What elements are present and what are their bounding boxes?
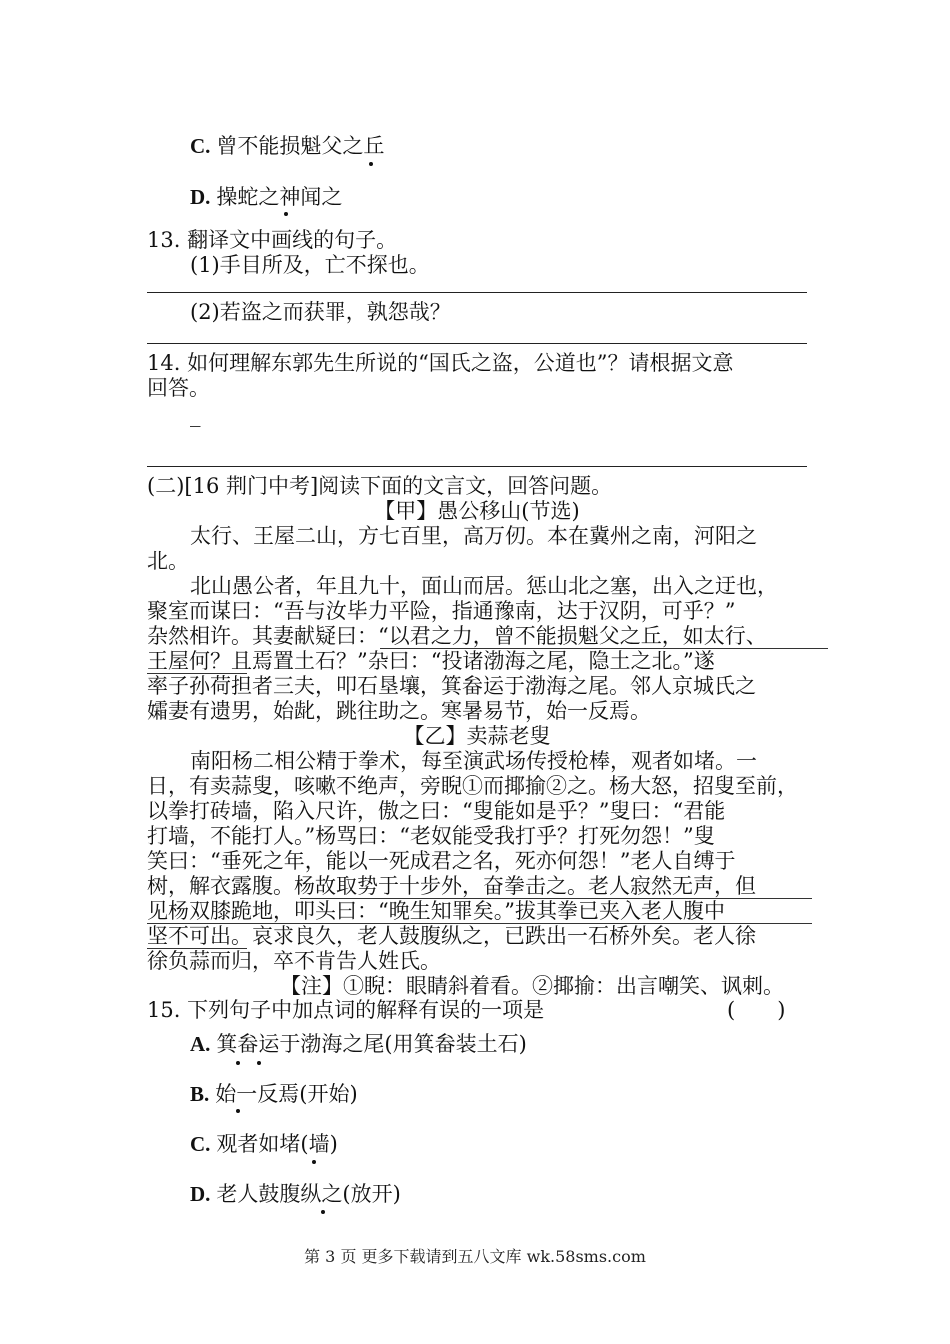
option-b	[190, 1081, 358, 1107]
passage-line: 北。	[147, 549, 189, 573]
option-d	[190, 184, 342, 210]
option-text: 曾不能损魁父之丘	[216, 134, 385, 158]
option-c	[190, 133, 384, 159]
option-a	[190, 1031, 527, 1057]
option-text: 箕畚运于渤海之尾(用箕畚装土石)	[216, 1032, 527, 1056]
passage-line: 打墙，不能打人。”杨骂曰：“老奴能受我打乎？打死勿怨！”叟	[147, 824, 715, 848]
option-text: 老人鼓腹纵之(放开)	[216, 1182, 401, 1206]
passage-line: 杂然相许。其妻献疑曰：“以君之力，曾不能损魁父之丘，如太行、	[147, 624, 767, 648]
emphasis-dot	[257, 1061, 261, 1065]
underline	[147, 673, 247, 674]
passage-line: 孀妻有遗男，始龀，跳往助之。寒暑易节，始一反焉。	[147, 699, 651, 723]
passage-line: 树，解衣露腹。杨故取势于十步外，奋拳击之。老人寂然无声，但	[147, 874, 756, 898]
passage-line: 率子孙荷担者三夫，叩石垦壤，箕畚运于渤海之尾。邻人京城氏之	[147, 674, 756, 698]
passage-line: 北山愚公者，年且九十，面山而居。惩山北之塞，出入之迂也，	[190, 574, 778, 598]
underline	[147, 923, 812, 924]
emphasis-dot	[321, 1210, 325, 1214]
option-d	[190, 1181, 401, 1207]
passage-line: 日，有卖蒜叟，咳嗽不绝声，旁睨①而揶揄②之。杨大怒，招叟至前，	[147, 774, 798, 798]
option-letter: D.	[190, 1182, 211, 1206]
option-text: 始一反焉(开始)	[215, 1082, 358, 1106]
passage-line: 笑曰：“垂死之年，能以一死成君之名，死亦何怨！”老人自缚于	[147, 849, 736, 873]
option-text: 观者如堵(墙)	[216, 1132, 338, 1156]
option-letter: D.	[190, 185, 211, 209]
option-letter: C.	[190, 1132, 211, 1156]
underline	[300, 898, 812, 899]
emphasis-dot	[284, 212, 288, 216]
passage-line: 王屋何？且焉置土石？”杂曰：“投诸渤海之尾，隐土之北。”遂	[147, 649, 715, 673]
option-c	[190, 1131, 338, 1157]
passage-line: 聚室而谋曰：“吾与汝毕力平险，指通豫南，达于汉阴，可乎？”	[147, 599, 736, 623]
passage-line: 徐负蒜而归，卒不肯告人姓氏。	[147, 949, 441, 973]
passage-jia-title: 【甲】愚公移山(节选)	[374, 499, 580, 523]
answer-line	[147, 343, 807, 344]
q14-line-1: 14. 如何理解东郭先生所说的“国氏之盗，公道也”？请根据文意	[147, 351, 734, 375]
q14-line-2: 回答。	[147, 376, 210, 400]
answer-line	[147, 466, 807, 467]
emphasis-dot	[236, 1109, 240, 1113]
passage-line: 见杨双膝跪地，叩头曰：“晚生知罪矣。”拔其拳已夹入老人腹中	[147, 899, 725, 923]
q13-stem: 13. 翻译文中画线的句子。	[147, 228, 398, 252]
passage-yi-title: 【乙】卖蒜老叟	[403, 724, 551, 748]
option-letter: B.	[190, 1082, 210, 1106]
option-letter: C.	[190, 134, 211, 158]
emphasis-dot	[236, 1061, 240, 1065]
option-letter: A.	[190, 1032, 211, 1056]
q13-sentence-1: (1)手目所及，亡不探也。	[190, 253, 430, 277]
passage-line: 太行、王屋二山，方七百里，高万仞。本在冀州之南，河阳之	[190, 524, 757, 548]
passage-line: 南阳杨二相公精于拳术，每至演武场传授枪棒，观者如堵。一	[190, 749, 757, 773]
passage-note: 【注】①睨：眼睛斜着看。②揶揄：出言嘲笑、讽刺。	[280, 974, 784, 998]
passage-line: 以拳打砖墙，陷入尺许，傲之曰：“叟能如是乎？”叟曰：“君能	[147, 799, 726, 823]
answer-paren: ( )	[727, 998, 786, 1022]
answer-line	[147, 292, 807, 293]
emphasis-dot	[369, 162, 373, 166]
q13-sentence-2: (2)若盗之而获罪，孰怨哉？	[190, 300, 451, 324]
section-intro: (二)[16 荆门中考]阅读下面的文言文，回答问题。	[147, 474, 613, 498]
page-footer: 第 3 页 更多下载请到五八文库 wk.58sms.com	[304, 1247, 646, 1266]
underline	[147, 948, 247, 949]
q15-stem: 15. 下列句子中加点词的解释有误的一项是	[147, 998, 545, 1022]
option-text: 操蛇之神闻之	[216, 185, 343, 209]
underline	[380, 648, 828, 649]
passage-line: 坚不可出。哀求良久，老人鼓腹纵之，已跌出一石桥外矣。老人徐	[147, 924, 756, 948]
q14-answer-mark: _	[190, 403, 201, 427]
emphasis-dot	[312, 1160, 316, 1164]
